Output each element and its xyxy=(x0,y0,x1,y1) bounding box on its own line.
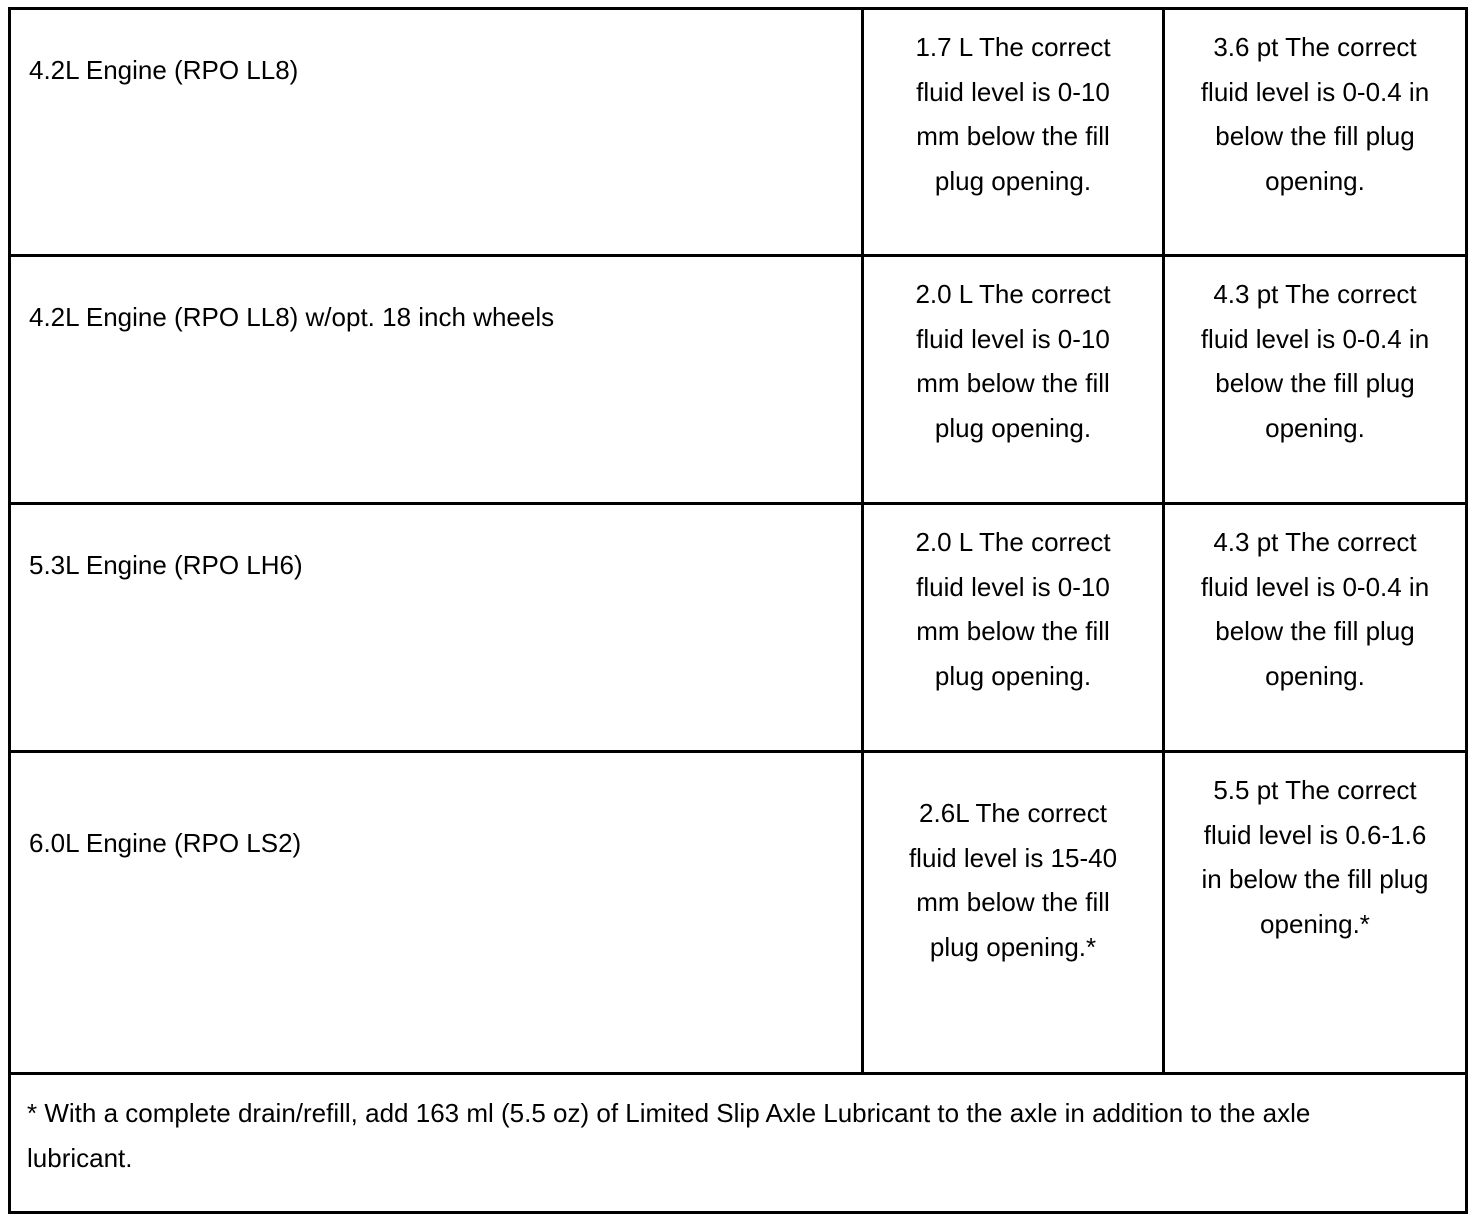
metric-capacity-cell xyxy=(863,504,1164,752)
engine-label: 4.2L Engine (RPO LL8) xyxy=(29,55,299,85)
engine-cell xyxy=(10,9,863,256)
engine-cell xyxy=(10,504,863,752)
metric-capacity-text: 2.6L The correct fluid level is 15-40 mm below the fill plug opening.* xyxy=(908,798,1118,962)
english-capacity-text: 4.3 pt The correct fluid level is 0-0.4 in below the fill plug opening. xyxy=(1200,279,1430,443)
footnote-row xyxy=(10,1074,1467,1213)
engine-cell xyxy=(10,256,863,504)
metric-capacity-text: 1.7 L The correct fluid level is 0-10 mm below the fill plug opening. xyxy=(915,32,1111,196)
engine-cell xyxy=(10,752,863,1074)
english-capacity-cell xyxy=(1164,504,1467,752)
table-row xyxy=(10,504,1467,752)
fluid-capacity-table xyxy=(8,7,1468,1214)
engine-label: 6.0L Engine (RPO LS2) xyxy=(29,828,302,858)
table-row xyxy=(10,256,1467,504)
english-capacity-text: 3.6 pt The correct fluid level is 0-0.4 in below the fill plug opening. xyxy=(1200,32,1430,196)
metric-capacity-cell xyxy=(863,9,1164,256)
metric-capacity-cell xyxy=(863,752,1164,1074)
english-capacity-cell xyxy=(1164,256,1467,504)
footnote-text: * With a complete drain/refill, add 163 ml (5.5 oz) of Limited Slip Axle Lubricant to the axle in addition to the axle lubricant. xyxy=(27,1098,1311,1173)
metric-capacity-text: 2.0 L The correct fluid level is 0-10 mm below the fill plug opening. xyxy=(915,527,1111,691)
english-capacity-cell xyxy=(1164,9,1467,256)
metric-capacity-text: 2.0 L The correct fluid level is 0-10 mm below the fill plug opening. xyxy=(915,279,1111,443)
english-capacity-text: 4.3 pt The correct fluid level is 0-0.4 in below the fill plug opening. xyxy=(1200,527,1430,691)
table-row xyxy=(10,9,1467,256)
table-row xyxy=(10,752,1467,1074)
engine-label: 4.2L Engine (RPO LL8) w/opt. 18 inch wheels xyxy=(29,302,555,332)
footnote-cell xyxy=(10,1074,1467,1213)
english-capacity-text: 5.5 pt The correct fluid level is 0.6-1.6 in below the fill plug opening.* xyxy=(1201,775,1429,939)
english-capacity-cell xyxy=(1164,752,1467,1074)
metric-capacity-cell xyxy=(863,256,1164,504)
engine-label: 5.3L Engine (RPO LH6) xyxy=(29,550,303,580)
